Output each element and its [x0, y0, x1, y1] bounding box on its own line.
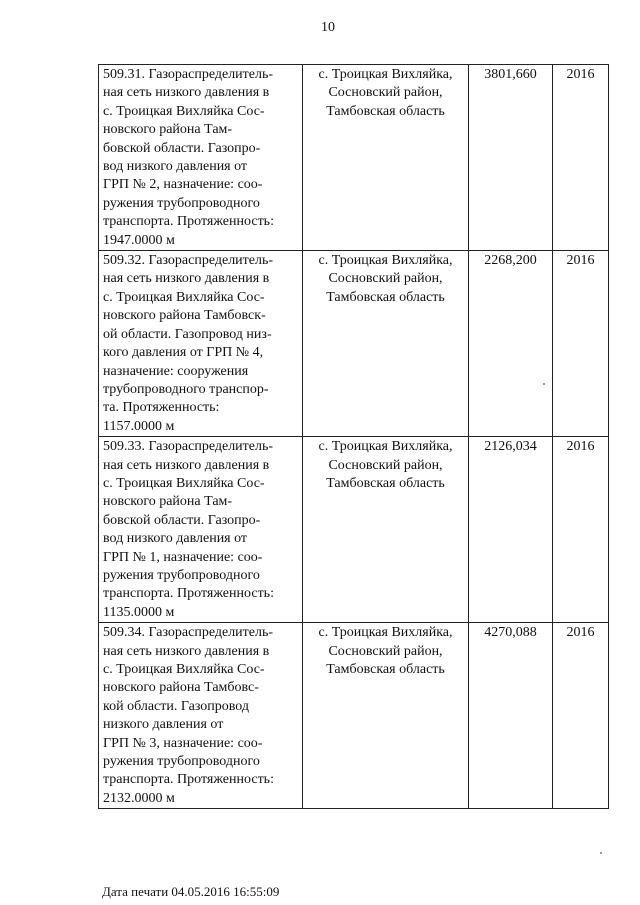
- scan-speck: [543, 383, 545, 385]
- object-location: с. Троицкая Вихляйка, Сосновский район, Тамбовская область: [303, 251, 469, 437]
- object-value: 3801,660: [469, 65, 553, 251]
- print-date: Дата печати 04.05.2016 16:55:09: [102, 884, 280, 899]
- object-description: 509.31. Газораспределитель- ная сеть низкого давления в с. Троицкая Вихляйка Сос- новского района Там- бовской области. Газопро- вод низкого давления от ГРП № 2, назначение: соо- ружения трубопроводного транспорта. Протяженность: 1947.0000 м: [99, 65, 303, 251]
- object-description: 509.32. Газораспределитель- ная сеть низкого давления в с. Троицкая Вихляйка Сос- новского района Тамбовск- ой области. Газопровод низ- кого давления от ГРП № 4, назначение: сооружения трубопроводного транспор- та. Протяженность: 1157.0000 м: [99, 251, 303, 437]
- object-value: 2268,200: [469, 251, 553, 437]
- object-year: 2016: [553, 437, 609, 623]
- object-location: с. Троицкая Вихляйка, Сосновский район, Тамбовская область: [303, 437, 469, 623]
- table-row: [99, 65, 609, 251]
- table-row: [99, 251, 609, 437]
- object-description: 509.33. Газораспределитель- ная сеть низкого давления в с. Троицкая Вихляйка Сос- новского района Там- бовской области. Газопро- вод низкого давления от ГРП № 1, назначение: соо- ружения трубопроводного транспорта. Протяженность: 1135.0000 м: [99, 437, 303, 623]
- object-year: 2016: [553, 623, 609, 809]
- property-table: [98, 64, 609, 809]
- table-row: [99, 437, 609, 623]
- object-year: 2016: [553, 65, 609, 251]
- object-location: с. Троицкая Вихляйка, Сосновский район, Тамбовская область: [303, 65, 469, 251]
- object-location: с. Троицкая Вихляйка, Сосновский район, Тамбовская область: [303, 623, 469, 809]
- table-row: [99, 623, 609, 809]
- page-number: 10: [321, 20, 335, 35]
- object-value: 2126,034: [469, 437, 553, 623]
- object-year: 2016: [553, 251, 609, 437]
- object-description: 509.34. Газораспределитель- ная сеть низкого давления в с. Троицкая Вихляйка Сос- новского района Тамбовс- кой области. Газопровод низкого давления от ГРП № 3, назначение: соо- ружения трубопроводного транспорта. Протяженность: 2132.0000 м: [99, 623, 303, 809]
- object-value: 4270,088: [469, 623, 553, 809]
- scan-speck: [600, 852, 602, 854]
